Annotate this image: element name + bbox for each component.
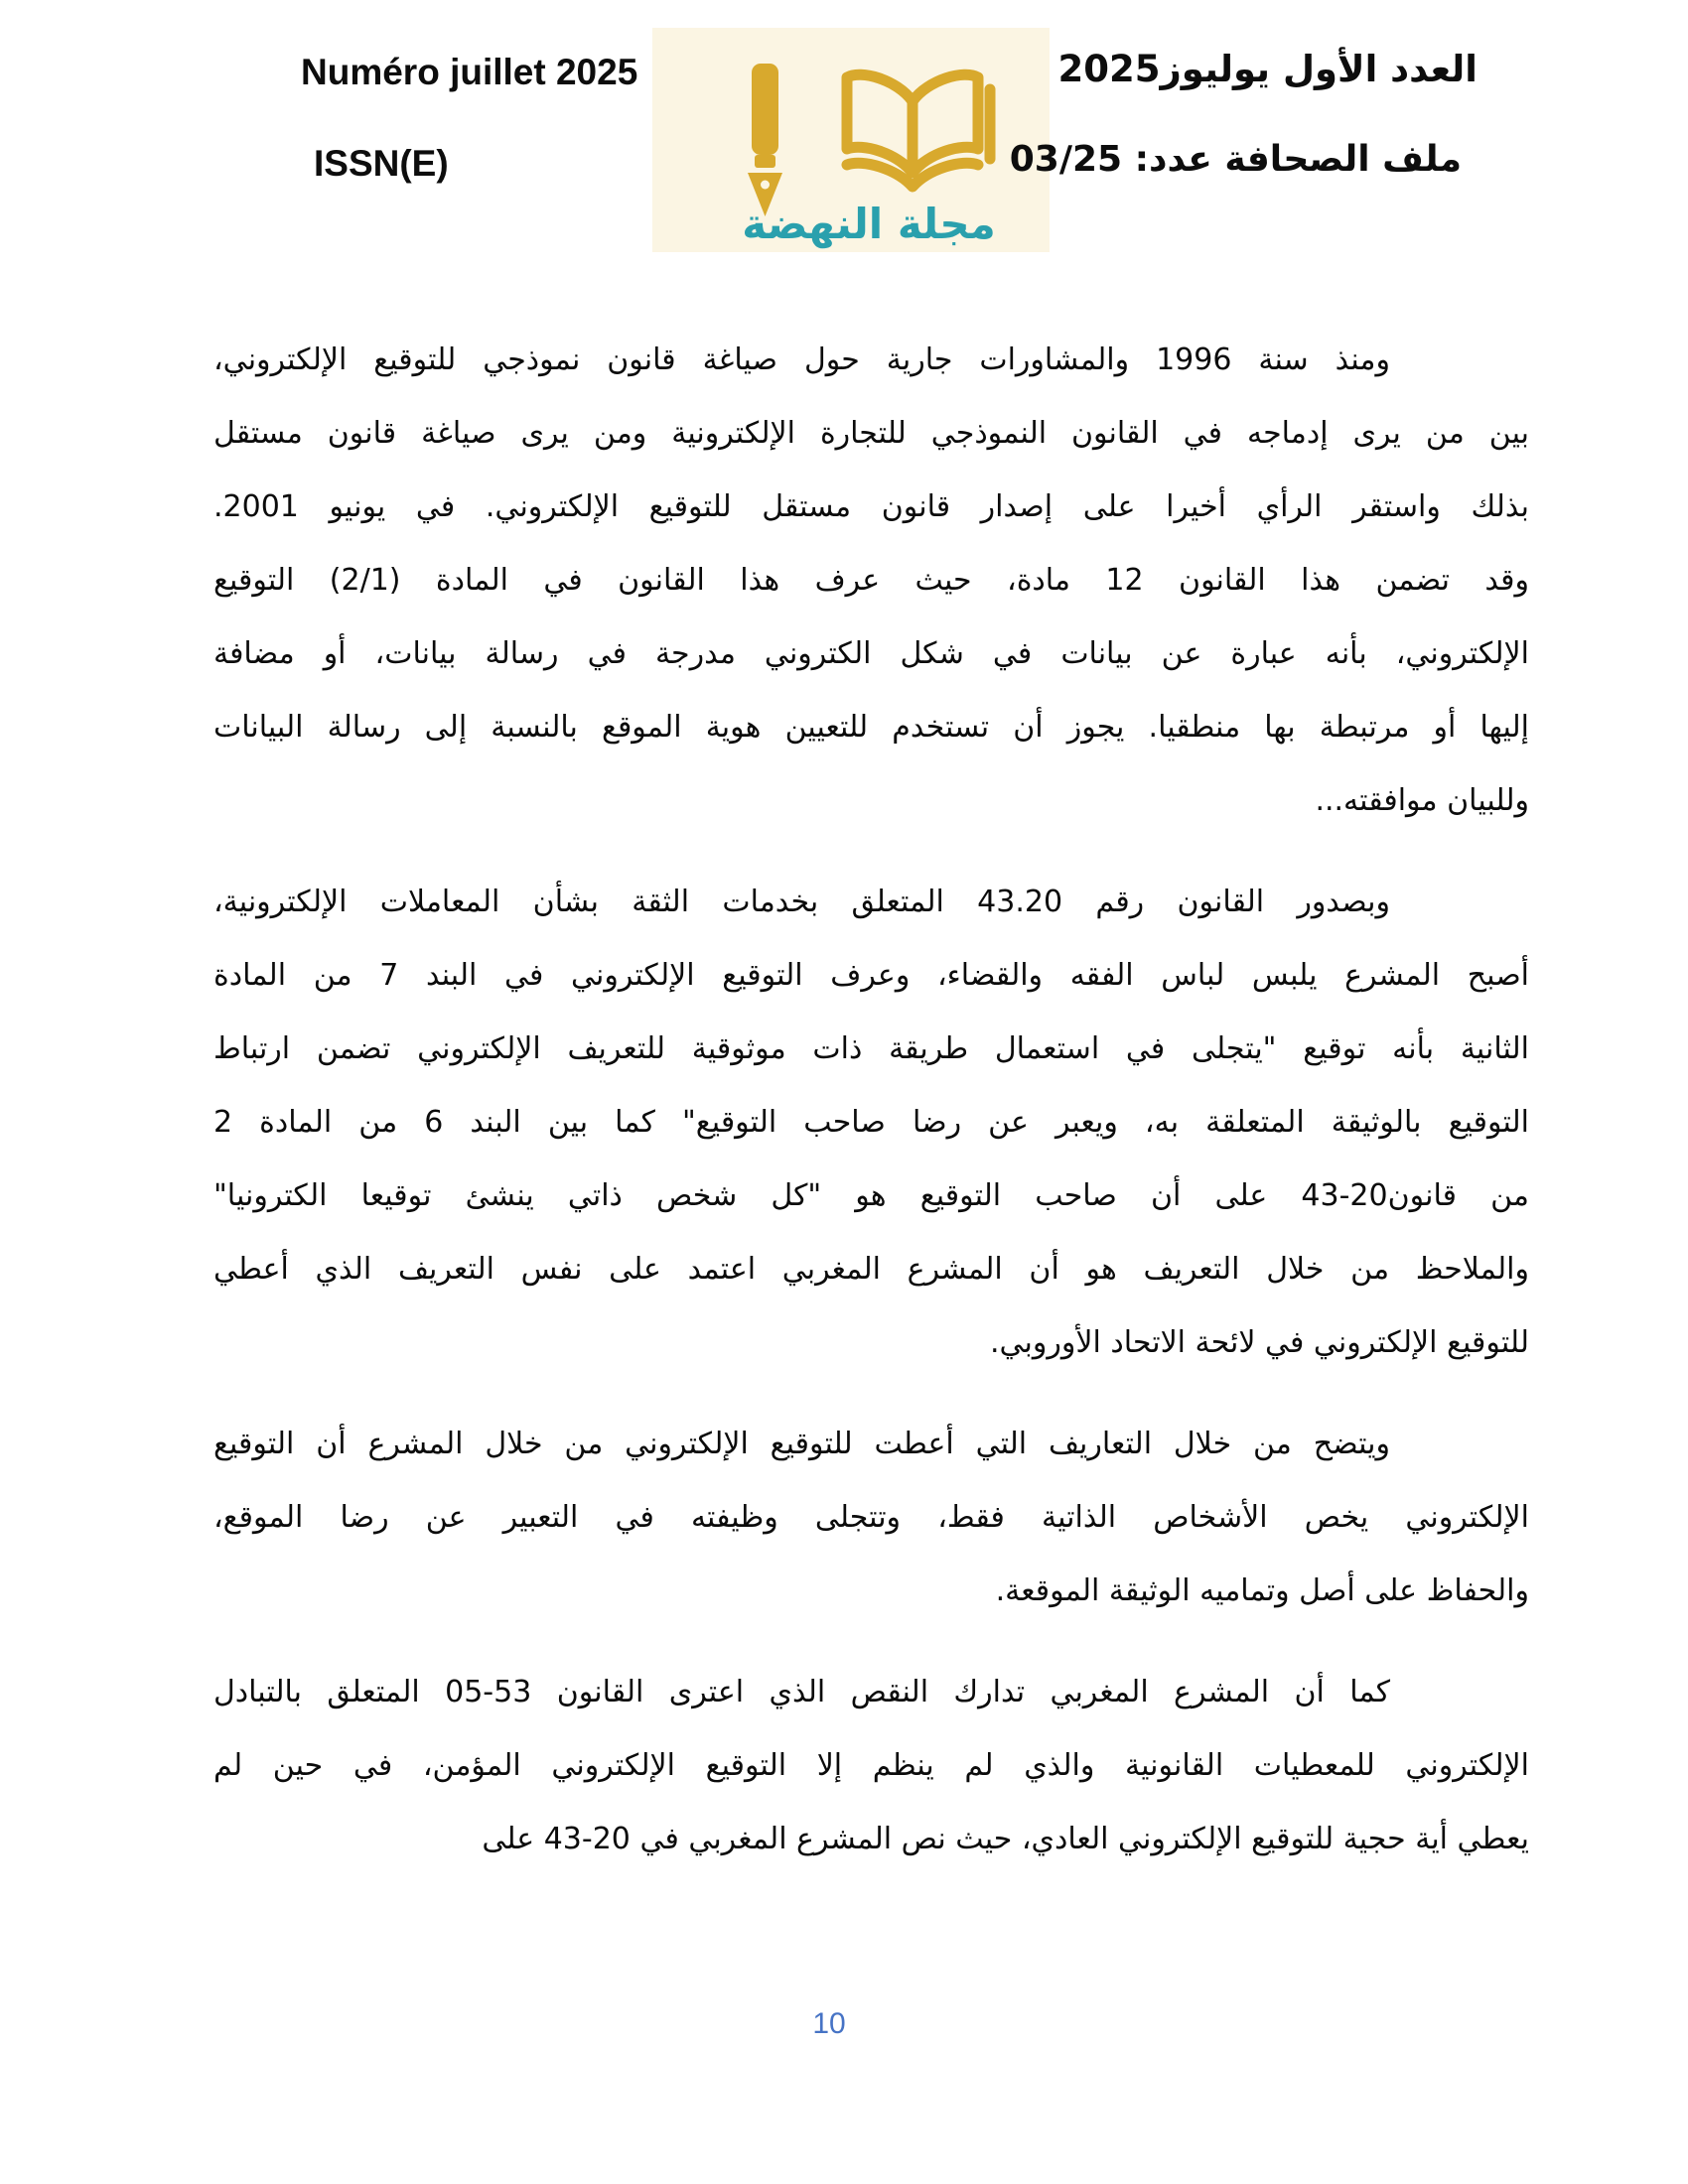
text-line: للتوقيع الإلكتروني في لائحة الاتحاد الأوروبي. bbox=[990, 1325, 1529, 1360]
text-line: وللبيان موافقته... bbox=[1315, 783, 1529, 818]
open-book-icon bbox=[847, 74, 990, 187]
text-line: أصبح المشرع يلبس لباس الفقه والقضاء، وعرف التوقيع الإلكتروني في البند 7 من المادة bbox=[213, 958, 1530, 993]
text-line: يعطي أية حجية للتوقيع الإلكتروني العادي، حيث نص المشرع المغربي في 20-43 على bbox=[482, 1822, 1529, 1856]
document-body bbox=[213, 324, 1529, 1904]
text-line: الإلكتروني للمعطيات القانونية والذي لم ينظم إلا التوقيع الإلكتروني المؤمن، في حين لم bbox=[213, 1748, 1529, 1783]
text-line: ومنذ سنة 1996 والمشاورات جارية حول صياغة قانون نموذجي للتوقيع الإلكتروني، bbox=[213, 342, 1390, 377]
text-line: بين من يرى إدماجه في القانون النموذجي للتجارة الإلكترونية ومن يرى صياغة قانون مستقل bbox=[213, 416, 1529, 451]
paragraph bbox=[213, 1408, 1529, 1628]
journal-logo bbox=[652, 28, 1050, 252]
press-file-label: ملف الصحافة عدد: 03/25 bbox=[1009, 139, 1462, 180]
text-line: ويتضح من خلال التعاريف التي أعطت للتوقيع الإلكتروني من خلال المشرع أن التوقيع bbox=[213, 1427, 1390, 1461]
issn-label: ISSN(E) bbox=[314, 143, 449, 184]
paragraph bbox=[213, 1656, 1529, 1876]
text-line: التوقيع بالوثيقة المتعلقة به، ويعبر عن رضا صاحب التوقيع" كما بين البند 6 من المادة 2 bbox=[213, 1105, 1529, 1140]
text-line: من قانون20-43 على أن صاحب التوقيع هو "كل شخص ذاتي ينشئ توقيعا الكترونيا" bbox=[213, 1178, 1529, 1213]
pen-icon bbox=[748, 64, 782, 216]
text-line: كما أن المشرع المغربي تدارك النقص الذي اعترى القانون 53-05 المتعلق بالتبادل bbox=[213, 1675, 1390, 1709]
page-number: 10 bbox=[812, 2007, 846, 2040]
text-line: الإلكتروني يخص الأشخاص الذاتية فقط، وتتجلى وظيفته في التعبير عن رضا الموقع، bbox=[213, 1500, 1529, 1535]
journal-logo-title: مجلة النهضة bbox=[742, 200, 996, 248]
text-line: الثانية بأنه توقيع "يتجلى في استعمال طريقة ذات موثوقية للتعريف الإلكتروني تضمن ارتباط bbox=[213, 1031, 1529, 1066]
paragraph bbox=[213, 866, 1529, 1380]
text-line: وقد تضمن هذا القانون 12 مادة، حيث عرف هذا القانون في المادة (2/1) التوقيع bbox=[213, 563, 1529, 598]
paragraph bbox=[213, 324, 1529, 838]
issue-date-fr: Numéro juillet 2025 bbox=[301, 52, 638, 92]
text-line: إليها أو مرتبطة بها منطقيا. يجوز أن تستخدم للتعيين هوية الموقع بالنسبة إلى رسالة البيانات bbox=[213, 710, 1529, 745]
text-line: وبصدور القانون رقم 43.20 المتعلق بخدمات الثقة بشأن المعاملات الإلكترونية، bbox=[213, 885, 1390, 919]
text-line: والملاحظ من خلال التعريف هو أن المشرع المغربي اعتمد على نفس التعريف الذي أعطي bbox=[213, 1252, 1529, 1287]
text-line: والحفاظ على أصل وتماميه الوثيقة الموقعة. bbox=[995, 1573, 1529, 1608]
text-line: الإلكتروني، بأنه عبارة عن بيانات في شكل الكتروني مدرجة في رسالة بيانات، أو مضافة bbox=[213, 636, 1529, 671]
text-line: بذلك واستقر الرأي أخيرا على إصدار قانون مستقل للتوقيع الإلكتروني. في يونيو 2001. bbox=[213, 489, 1529, 524]
issue-title-ar: العدد الأول يوليوز2025 bbox=[1057, 48, 1477, 90]
